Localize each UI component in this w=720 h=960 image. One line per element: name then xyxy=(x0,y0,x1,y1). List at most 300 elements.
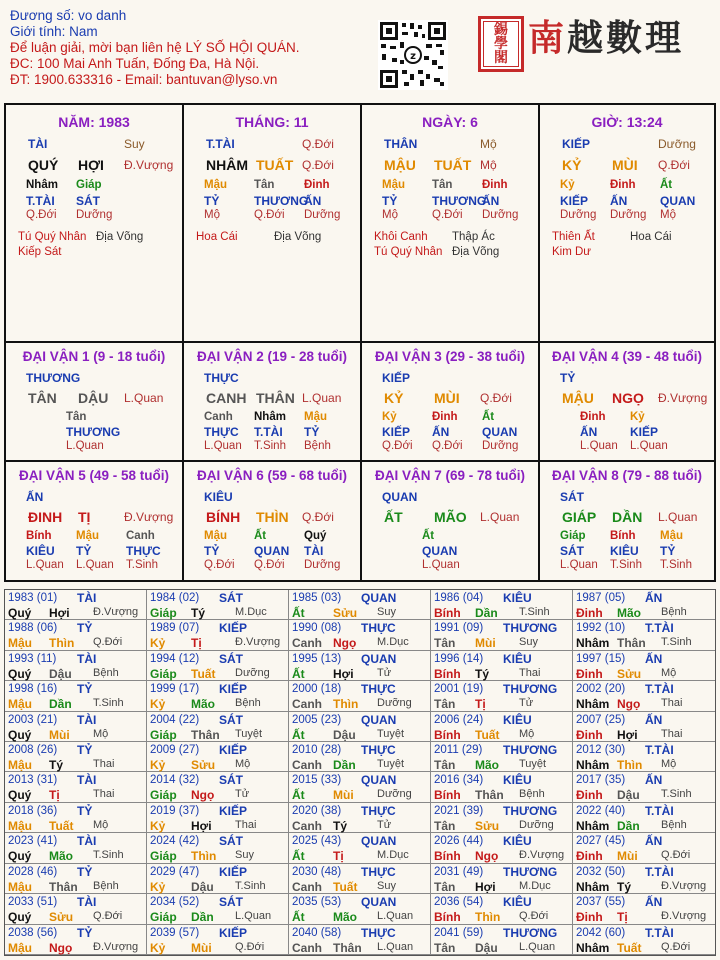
year-god: TÀI xyxy=(77,834,97,849)
year-label: 1994 (12) xyxy=(150,652,200,665)
qr-code-icon xyxy=(378,20,448,90)
year-stage: Thai xyxy=(661,697,683,710)
period-stem: BÍNH xyxy=(206,509,241,525)
year-label: 2021 (39) xyxy=(434,804,484,817)
year-god: THỰC xyxy=(361,803,396,818)
year-cell xyxy=(147,864,289,894)
ten-god: TÀI xyxy=(28,137,48,151)
year-branch: Ngọ xyxy=(191,788,215,803)
year-stage: Bệnh xyxy=(519,788,545,801)
period-hidden-stage: T.Sinh xyxy=(660,559,692,571)
year-stage: Dưỡng xyxy=(377,788,412,801)
year-god: THƯƠNG xyxy=(503,621,558,636)
heavenly-stem: KỶ xyxy=(562,157,582,173)
year-label: 2009 (27) xyxy=(150,744,200,757)
year-stage: Thai xyxy=(661,727,683,740)
year-label: 2037 (55) xyxy=(576,896,626,909)
period-title: ĐẠI VẬN 3 (29 - 38 tuổi) xyxy=(374,349,526,364)
year-label: 2024 (42) xyxy=(150,835,200,848)
period-branch: THÌN xyxy=(256,509,289,525)
year-branch: Dậu xyxy=(617,788,640,803)
year-label: 1998 (16) xyxy=(8,683,58,696)
period-god: TỶ xyxy=(560,371,576,385)
year-label: 2031 (49) xyxy=(434,865,484,878)
year-cell xyxy=(573,712,715,742)
year-branch: Sửu xyxy=(475,818,500,833)
period-cell xyxy=(362,343,540,460)
period-hidden-god: TỶ xyxy=(204,544,220,558)
pillar-cell xyxy=(362,105,540,341)
year-cell xyxy=(431,712,573,742)
shen-sha: Hoa Cái xyxy=(196,231,238,243)
year-stage: Thai xyxy=(93,788,115,801)
shen-sha: Địa Võng xyxy=(274,231,322,243)
year-stem: Đinh xyxy=(576,788,603,803)
year-god: QUAN xyxy=(361,773,397,788)
period-stage: Đ.Vượng xyxy=(658,391,708,405)
period-hidden-stem: Mậu xyxy=(204,530,227,542)
period-hidden-stage: L.Quan xyxy=(630,440,668,452)
period-hidden-stem: Tân xyxy=(66,411,87,423)
period-god: THƯƠNG xyxy=(26,371,81,385)
year-god: TỶ xyxy=(77,803,93,818)
year-god: KIẾP xyxy=(219,925,248,940)
year-cell xyxy=(147,925,289,955)
period-hidden-stem: Đinh xyxy=(432,411,458,423)
year-stem: Mậu xyxy=(8,940,32,955)
period-stage: Q.Đới xyxy=(480,391,512,405)
year-stage: Bệnh xyxy=(661,818,687,831)
year-branch: Thìn xyxy=(333,697,359,712)
year-label: 2005 (23) xyxy=(292,713,342,726)
period-hidden-stem: Mậu xyxy=(660,530,683,542)
year-stage: Mộ xyxy=(661,758,677,771)
hidden-stage: Mộ xyxy=(382,209,398,221)
period-stem: KỶ xyxy=(384,390,404,406)
period-stem: ẤT xyxy=(384,509,403,525)
pillar-title: GIỜ: 13:24 xyxy=(591,114,663,130)
year-stage: Mộ xyxy=(93,818,109,831)
year-god: KIÊU xyxy=(503,834,532,849)
period-cell xyxy=(540,343,714,460)
year-stage: T.Sinh xyxy=(661,788,692,801)
year-label: 2032 (50) xyxy=(576,865,626,878)
period-hidden-stem: Ất xyxy=(254,530,267,542)
year-branch: Mão xyxy=(49,849,73,864)
period-hidden-stem: Giáp xyxy=(560,530,586,542)
hidden-stage: Dưỡng xyxy=(482,209,519,221)
period-god: SÁT xyxy=(560,490,584,504)
year-stage: Tuyệt xyxy=(377,727,405,740)
year-god: TÀI xyxy=(77,712,97,727)
year-label: 1985 (03) xyxy=(292,592,342,604)
period-god: QUAN xyxy=(382,490,418,504)
year-god: TÀI xyxy=(77,773,97,788)
year-branch: Dậu xyxy=(475,940,498,955)
period-hidden-stem: Bính xyxy=(610,530,636,542)
year-god: SÁT xyxy=(219,834,243,849)
contact-note: Để luận giải, mời bạn liên hệ LÝ SỐ HỘI QUÁN. xyxy=(10,40,300,55)
stage: Q.Đới xyxy=(302,137,334,151)
period-title: ĐẠI VẬN 2 (19 - 28 tuổi) xyxy=(196,349,348,364)
year-god: KIÊU xyxy=(503,591,532,605)
year-stem: Quý xyxy=(8,788,32,803)
year-cell xyxy=(573,894,715,924)
year-god: KIÊU xyxy=(503,773,532,788)
period-cell xyxy=(6,343,184,460)
year-label: 2016 (34) xyxy=(434,774,484,787)
year-stem: Nhâm xyxy=(576,818,610,833)
year-branch: Dần xyxy=(333,758,356,773)
year-cell xyxy=(573,651,715,681)
hidden-stem: Ất xyxy=(660,179,673,191)
year-cell xyxy=(147,651,289,681)
year-cell xyxy=(147,803,289,833)
year-cell xyxy=(289,864,431,894)
year-god: TỶ xyxy=(77,864,93,879)
year-branch: Tuất xyxy=(475,727,500,742)
year-branch: Mão xyxy=(333,910,357,925)
year-branch: Tị xyxy=(49,788,60,803)
period-title: ĐẠI VẬN 8 (79 - 88 tuổi) xyxy=(551,468,703,483)
period-stem: ĐINH xyxy=(28,509,63,525)
year-cell xyxy=(573,742,715,772)
year-stem: Bính xyxy=(434,727,461,742)
year-label: 2029 (47) xyxy=(150,865,200,878)
year-branch: Tuất xyxy=(333,879,358,894)
period-hidden-stem: Kỷ xyxy=(382,411,397,423)
year-label: 1997 (15) xyxy=(576,652,626,665)
year-label: 2035 (53) xyxy=(292,896,342,909)
year-stem: Nhâm xyxy=(576,636,610,651)
period-cell xyxy=(540,462,714,580)
period-hidden-god: QUAN xyxy=(482,425,518,439)
brand-logo: 南越數理 xyxy=(528,17,685,59)
year-stem: Giáp xyxy=(150,849,177,864)
year-god: THỰC xyxy=(361,925,396,940)
year-stem: Ất xyxy=(292,606,305,620)
year-stage: Tuyệt xyxy=(377,758,405,771)
year-stage: L.Quan xyxy=(519,940,556,953)
year-god: SÁT xyxy=(219,712,243,727)
year-cell xyxy=(431,651,573,681)
period-hidden-stem: Nhâm xyxy=(254,411,286,423)
year-god: TỶ xyxy=(77,925,93,940)
year-branch: Tị xyxy=(333,849,344,864)
hidden-god: THƯƠNG xyxy=(432,194,487,208)
year-stage: L.Quan xyxy=(377,910,414,923)
period-stem: CANH xyxy=(206,390,247,406)
year-god: THƯƠNG xyxy=(503,743,558,758)
year-stage: T.Sinh xyxy=(235,879,266,892)
year-cell xyxy=(147,742,289,772)
period-hidden-stage: Q.Đới xyxy=(254,559,285,571)
year-branch: Tị xyxy=(617,910,628,925)
year-stem: Tân xyxy=(434,758,456,773)
hidden-stage: Q.Đới xyxy=(26,209,57,221)
year-stage: Bệnh xyxy=(235,697,261,710)
year-label: 2015 (33) xyxy=(292,774,342,787)
period-hidden-god: ẤN xyxy=(432,425,450,439)
hidden-stem: Đinh xyxy=(482,179,508,191)
pillar-title: NGÀY: 6 xyxy=(422,114,478,130)
year-label: 2012 (30) xyxy=(576,744,626,757)
year-cell xyxy=(289,833,431,863)
year-god: SÁT xyxy=(219,591,243,605)
year-god: T.TÀI xyxy=(645,925,674,940)
branch-stage: Q.Đới xyxy=(658,158,690,172)
year-label: 1996 (14) xyxy=(434,652,484,665)
year-stem: Canh xyxy=(292,940,322,955)
year-label: 2019 (37) xyxy=(150,804,200,817)
periods-row-2 xyxy=(6,462,714,580)
year-label: 1988 (06) xyxy=(8,622,58,635)
year-branch: Thân xyxy=(475,788,504,803)
hidden-stem: Tân xyxy=(254,179,275,191)
period-stage: L.Quan xyxy=(124,391,164,405)
period-hidden-stage: L.Quan xyxy=(26,559,64,571)
year-branch: Tý xyxy=(49,758,64,773)
heavenly-stem: QUÝ xyxy=(28,157,59,173)
period-hidden-stage: Bệnh xyxy=(304,440,331,452)
year-god: TÀI xyxy=(77,591,97,605)
year-stage: Thai xyxy=(519,666,541,679)
year-god: TỶ xyxy=(77,682,93,697)
hidden-stem: Mậu xyxy=(204,179,227,191)
hidden-stage: Q.Đới xyxy=(254,209,285,221)
year-stage: Mộ xyxy=(519,727,535,740)
year-stem: Nhâm xyxy=(576,697,610,712)
year-cell xyxy=(147,833,289,863)
shen-sha: Địa Võng xyxy=(96,231,144,243)
year-stem: Giáp xyxy=(150,727,177,742)
period-hidden-stage: L.Quan xyxy=(422,559,460,571)
year-cell xyxy=(289,925,431,955)
hidden-stage: Dưỡng xyxy=(610,209,647,221)
year-stage: Bệnh xyxy=(661,606,687,618)
year-cell xyxy=(431,772,573,802)
pillar-cell xyxy=(184,105,362,341)
year-stem: Ất xyxy=(292,666,305,681)
year-stem: Ất xyxy=(292,910,305,925)
year-cell xyxy=(147,620,289,650)
year-label: 1992 (10) xyxy=(576,622,626,635)
year-label: 2040 (58) xyxy=(292,926,342,939)
shen-sha: Kiếp Sát xyxy=(18,246,62,258)
ten-god: KIẾP xyxy=(562,137,591,151)
year-stage: Q.Đới xyxy=(519,910,549,923)
year-stem: Tân xyxy=(434,636,456,651)
year-cell xyxy=(289,712,431,742)
period-hidden-god: TỶ xyxy=(76,544,92,558)
year-label: 2018 (36) xyxy=(8,804,58,817)
year-cell xyxy=(431,925,573,955)
year-cell xyxy=(573,772,715,802)
period-hidden-stem: Bính xyxy=(26,530,52,542)
year-label: 2025 (43) xyxy=(292,835,342,848)
period-stage: L.Quan xyxy=(658,510,698,524)
year-branch: Dần xyxy=(475,606,498,620)
period-hidden-stage: Q.Đới xyxy=(204,559,235,571)
year-stem: Canh xyxy=(292,697,322,712)
year-stem: Mậu xyxy=(8,758,32,773)
year-stem: Giáp xyxy=(150,910,177,925)
year-cell xyxy=(573,590,715,620)
pillar-title: NĂM: 1983 xyxy=(58,114,130,130)
period-branch: MÃO xyxy=(434,509,467,525)
year-branch: Mão xyxy=(617,606,641,620)
hidden-god: ẤN xyxy=(610,194,628,208)
period-hidden-stage: L.Quan xyxy=(580,440,618,452)
year-branch: Mùi xyxy=(49,727,70,742)
year-stage: Tử xyxy=(519,697,534,710)
shen-sha: Thiên Ất xyxy=(552,231,595,243)
year-stem: Bính xyxy=(434,666,461,681)
year-cell xyxy=(431,620,573,650)
year-cell xyxy=(5,712,147,742)
year-stem: Quý xyxy=(8,606,32,620)
year-stem: Bính xyxy=(434,788,461,803)
period-hidden-stage: L.Quan xyxy=(66,440,104,452)
bazi-chart xyxy=(4,103,716,582)
year-stage: Thai xyxy=(93,758,115,771)
year-label: 2008 (26) xyxy=(8,744,58,757)
year-branch: Tuất xyxy=(617,940,642,955)
year-branch: Sửu xyxy=(333,606,358,620)
year-god: KIẾP xyxy=(219,743,248,758)
period-hidden-stage: Dưỡng xyxy=(482,440,519,452)
year-cell xyxy=(147,590,289,620)
year-label: 2002 (20) xyxy=(576,683,626,696)
ten-god: T.TÀI xyxy=(206,137,235,151)
year-stage: Đ.Vượng xyxy=(519,849,565,862)
year-god: ẤN xyxy=(645,834,663,849)
year-stem: Ất xyxy=(292,849,305,864)
year-branch: Mùi xyxy=(333,788,354,803)
pillars-row xyxy=(6,105,714,343)
year-god: THỰC xyxy=(361,864,396,879)
stage: Mộ xyxy=(480,137,497,151)
year-label: 2042 (60) xyxy=(576,926,626,939)
year-stem: Đinh xyxy=(576,849,603,864)
year-branch: Thân xyxy=(49,879,78,894)
year-cell xyxy=(289,772,431,802)
year-god: ẤN xyxy=(645,895,663,910)
year-label: 2028 (46) xyxy=(8,865,58,878)
year-branch: Hợi xyxy=(333,666,354,681)
year-stage: Dưỡng xyxy=(377,697,412,710)
period-cell xyxy=(6,462,184,580)
year-branch: Tuất xyxy=(191,666,216,681)
year-label: 2013 (31) xyxy=(8,774,58,787)
shen-sha: Địa Võng xyxy=(452,246,500,258)
year-god: T.TÀI xyxy=(645,803,674,818)
year-stage: Bệnh xyxy=(93,666,119,679)
owner-name: Đương số: vo danh xyxy=(10,8,127,23)
year-god: ẤN xyxy=(645,712,663,727)
year-god: KIẾP xyxy=(219,621,248,636)
hidden-stage: Dưỡng xyxy=(560,209,597,221)
year-god: TỶ xyxy=(77,743,93,758)
hidden-stem: Kỷ xyxy=(560,179,575,191)
year-stage: Q.Đới xyxy=(93,910,123,923)
year-stem: Nhâm xyxy=(576,940,610,955)
hidden-stem: Giáp xyxy=(76,179,102,191)
year-cell xyxy=(289,894,431,924)
year-god: KIÊU xyxy=(503,712,532,727)
earthly-branch: TUẤT xyxy=(256,157,294,173)
year-label: 2033 (51) xyxy=(8,896,58,909)
period-title: ĐẠI VẬN 6 (59 - 68 tuổi) xyxy=(196,468,348,483)
year-branch: Mão xyxy=(475,758,499,773)
year-god: THỰC xyxy=(361,743,396,758)
year-branch: Mùi xyxy=(191,940,212,955)
address: ĐC: 100 Mai Anh Tuấn, Đống Đa, Hà Nội. xyxy=(10,56,260,71)
hidden-stage: Mộ xyxy=(204,209,220,221)
seal-stamp: 錫 學 閣 xyxy=(478,16,524,72)
year-branch: Ngọ xyxy=(475,849,499,864)
year-cell xyxy=(573,864,715,894)
hidden-stem: Đinh xyxy=(610,179,636,191)
year-stage: Mộ xyxy=(661,666,677,679)
year-stage: Tử xyxy=(235,788,250,801)
year-stem: Kỷ xyxy=(150,940,166,955)
period-hidden-stage: Q.Đới xyxy=(382,440,413,452)
branch-stage: Đ.Vượng xyxy=(124,158,174,172)
year-stem: Kỷ xyxy=(150,879,166,894)
year-stage: Tuyệt xyxy=(519,758,547,771)
year-god: QUAN xyxy=(361,591,397,605)
year-label: 1993 (11) xyxy=(8,652,57,665)
year-stage: M.Dục xyxy=(377,636,409,649)
shen-sha: Thập Ác xyxy=(452,231,495,243)
year-stem: Kỷ xyxy=(150,818,166,833)
period-hidden-stem: Mậu xyxy=(304,411,327,423)
stage: Suy xyxy=(124,137,145,151)
year-branch: Thìn xyxy=(191,849,217,864)
year-label: 2039 (57) xyxy=(150,926,200,939)
year-branch: Thân xyxy=(333,940,362,955)
year-branch: Thân xyxy=(617,636,646,651)
year-label: 2003 (21) xyxy=(8,713,58,726)
year-stem: Đinh xyxy=(576,910,603,925)
year-cell xyxy=(573,620,715,650)
year-god: T.TÀI xyxy=(645,621,674,636)
pillar-cell xyxy=(540,105,714,341)
period-hidden-stem: Ất xyxy=(422,530,435,542)
period-stem: MẬU xyxy=(562,390,594,406)
branch-stage: Q.Đới xyxy=(302,158,334,172)
period-hidden-stage: T.Sinh xyxy=(254,440,286,452)
period-hidden-god: T.TÀI xyxy=(254,425,283,439)
year-stage: Suy xyxy=(377,606,396,618)
shen-sha: Kim Dư xyxy=(552,246,592,258)
year-stage: Đ.Vượng xyxy=(661,879,707,892)
year-branch: Ngọ xyxy=(333,636,357,651)
hidden-stage: Dưỡng xyxy=(304,209,341,221)
year-god: QUAN xyxy=(361,895,397,910)
hidden-stem: Mậu xyxy=(382,179,405,191)
year-god: THƯƠNG xyxy=(503,925,558,940)
year-branch: Mão xyxy=(191,697,215,712)
period-hidden-god: TỶ xyxy=(304,425,320,439)
year-branch: Tị xyxy=(475,697,486,712)
year-stage: M.Dục xyxy=(377,849,409,862)
period-hidden-stage: Q.Đới xyxy=(432,440,463,452)
year-branch: Hợi xyxy=(191,818,212,833)
gender: Giới tính: Nam xyxy=(10,24,98,39)
year-branch: Tý xyxy=(475,666,490,681)
